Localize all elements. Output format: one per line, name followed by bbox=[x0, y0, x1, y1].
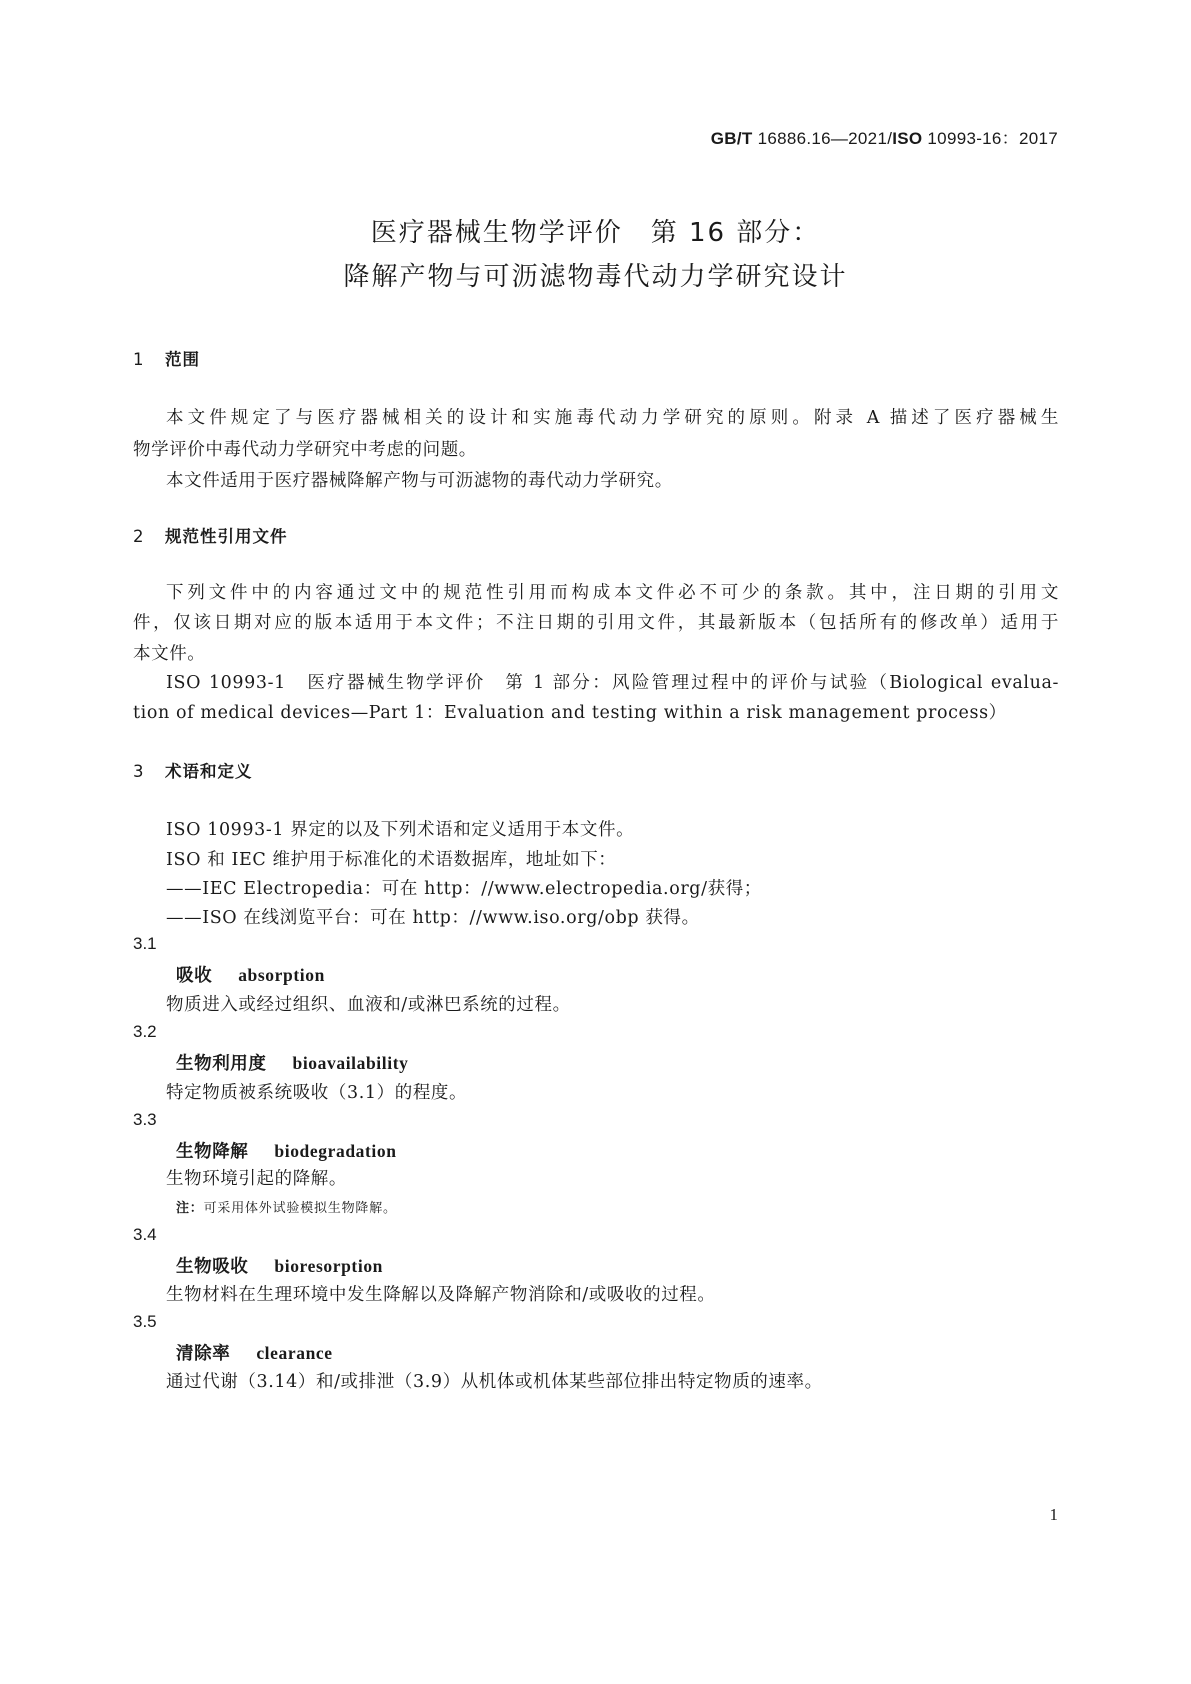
note-label: 注： bbox=[176, 1201, 204, 1216]
term-english: biodegradation bbox=[274, 1141, 397, 1161]
term-definition: 特定物质被系统吸收（3.1）的程度。 bbox=[166, 1083, 468, 1103]
term-number: 3.1 bbox=[133, 934, 157, 953]
normative-paragraph-line-1: 下列文件中的内容通过文中的规范性引用而构成本文件必不可少的条款。其中，注日期的引用文 bbox=[166, 583, 1059, 603]
term-definition: 通过代谢（3.14）和/或排泄（3.9）从机体或机体某些部位排出特定物质的速率。 bbox=[166, 1372, 823, 1392]
term-chinese: 吸收 bbox=[176, 966, 213, 986]
term-entry bbox=[176, 1340, 333, 1365]
scope-paragraph-2: 本文件适用于医疗器械降解产物与可沥滤物的毒代动力学研究。 bbox=[166, 471, 673, 491]
document-title-line-2: 降解产物与可沥滤物毒代动力学研究设计 bbox=[343, 262, 848, 292]
section-title: 术语和定义 bbox=[165, 762, 253, 781]
section-heading-normative-references bbox=[133, 523, 288, 547]
terms-intro-line-1: ISO 10993-1 界定的以及下列术语和定义适用于本文件。 bbox=[166, 820, 635, 840]
section-number: 1 bbox=[133, 350, 145, 369]
normative-paragraph-line-2: 件，仅该日期对应的版本适用于本文件；不注日期的引用文件，其最新版本（包括所有的修改单）适用于 bbox=[133, 613, 1059, 633]
scope-paragraph-1-line-2: 物学评价中毒代动力学研究中考虑的问题。 bbox=[133, 440, 477, 460]
term-number: 3.3 bbox=[133, 1110, 157, 1129]
term-number: 3.5 bbox=[133, 1312, 157, 1331]
section-title: 范围 bbox=[165, 350, 200, 369]
term-entry bbox=[176, 962, 325, 987]
document-title-line-1: 医疗器械生物学评价 第 16 部分： bbox=[370, 218, 821, 248]
term-english: bioresorption bbox=[274, 1256, 384, 1276]
section-title: 规范性引用文件 bbox=[165, 527, 288, 546]
term-number: 3.2 bbox=[133, 1022, 157, 1041]
terms-intro-line-2: ISO 和 IEC 维护用于标准化的术语数据库，地址如下： bbox=[166, 850, 617, 870]
standard-code: GB/T bbox=[710, 129, 753, 148]
term-note bbox=[176, 1197, 397, 1216]
iso-year: 10993-16：2017 bbox=[922, 129, 1058, 148]
term-definition: 物质进入或经过组织、血液和/或淋巴系统的过程。 bbox=[166, 995, 571, 1015]
section-heading-scope bbox=[133, 346, 200, 370]
term-entry bbox=[176, 1253, 383, 1278]
section-number: 2 bbox=[133, 527, 145, 546]
terms-intro-line-3: ——IEC Electropedia：可在 http：//www.electropedia.org/获得； bbox=[166, 879, 762, 899]
term-english: clearance bbox=[256, 1343, 333, 1363]
standard-number bbox=[711, 124, 1058, 149]
normative-reference-line-2: tion of medical devices—Part 1：Evaluation and testing within a risk management process） bbox=[133, 703, 1007, 723]
normative-paragraph-line-3: 本文件。 bbox=[133, 644, 206, 664]
iso-code: ISO bbox=[892, 129, 923, 148]
standard-year: 16886.16—2021/ bbox=[752, 129, 893, 148]
page-number: 1 bbox=[1049, 1505, 1058, 1524]
term-number: 3.4 bbox=[133, 1225, 157, 1244]
term-chinese: 生物降解 bbox=[176, 1142, 249, 1162]
scope-paragraph-1-line-1: 本文件规定了与医疗器械相关的设计和实施毒代动力学研究的原则。附录 A 描述了医疗器械生 bbox=[166, 408, 1059, 428]
term-definition: 生物材料在生理环境中发生降解以及降解产物消除和/或吸收的过程。 bbox=[166, 1285, 716, 1305]
term-chinese: 清除率 bbox=[176, 1344, 231, 1364]
terms-intro-line-4: ——ISO 在线浏览平台：可在 http：//www.iso.org/obp 获得。 bbox=[166, 908, 700, 928]
term-chinese: 生物吸收 bbox=[176, 1257, 249, 1277]
term-english: absorption bbox=[238, 965, 325, 985]
term-entry bbox=[176, 1138, 397, 1163]
section-number: 3 bbox=[133, 762, 145, 781]
term-chinese: 生物利用度 bbox=[176, 1054, 267, 1074]
normative-reference-line-1: ISO 10993-1 医疗器械生物学评价 第 1 部分：风险管理过程中的评价与试验（Biological evalua- bbox=[166, 673, 1059, 693]
section-heading-terms-definitions bbox=[133, 758, 253, 782]
term-english: bioavailability bbox=[292, 1053, 409, 1073]
term-definition: 生物环境引起的降解。 bbox=[166, 1169, 347, 1189]
note-text: 可采用体外试验模拟生物降解。 bbox=[203, 1201, 397, 1216]
term-entry bbox=[176, 1050, 408, 1075]
